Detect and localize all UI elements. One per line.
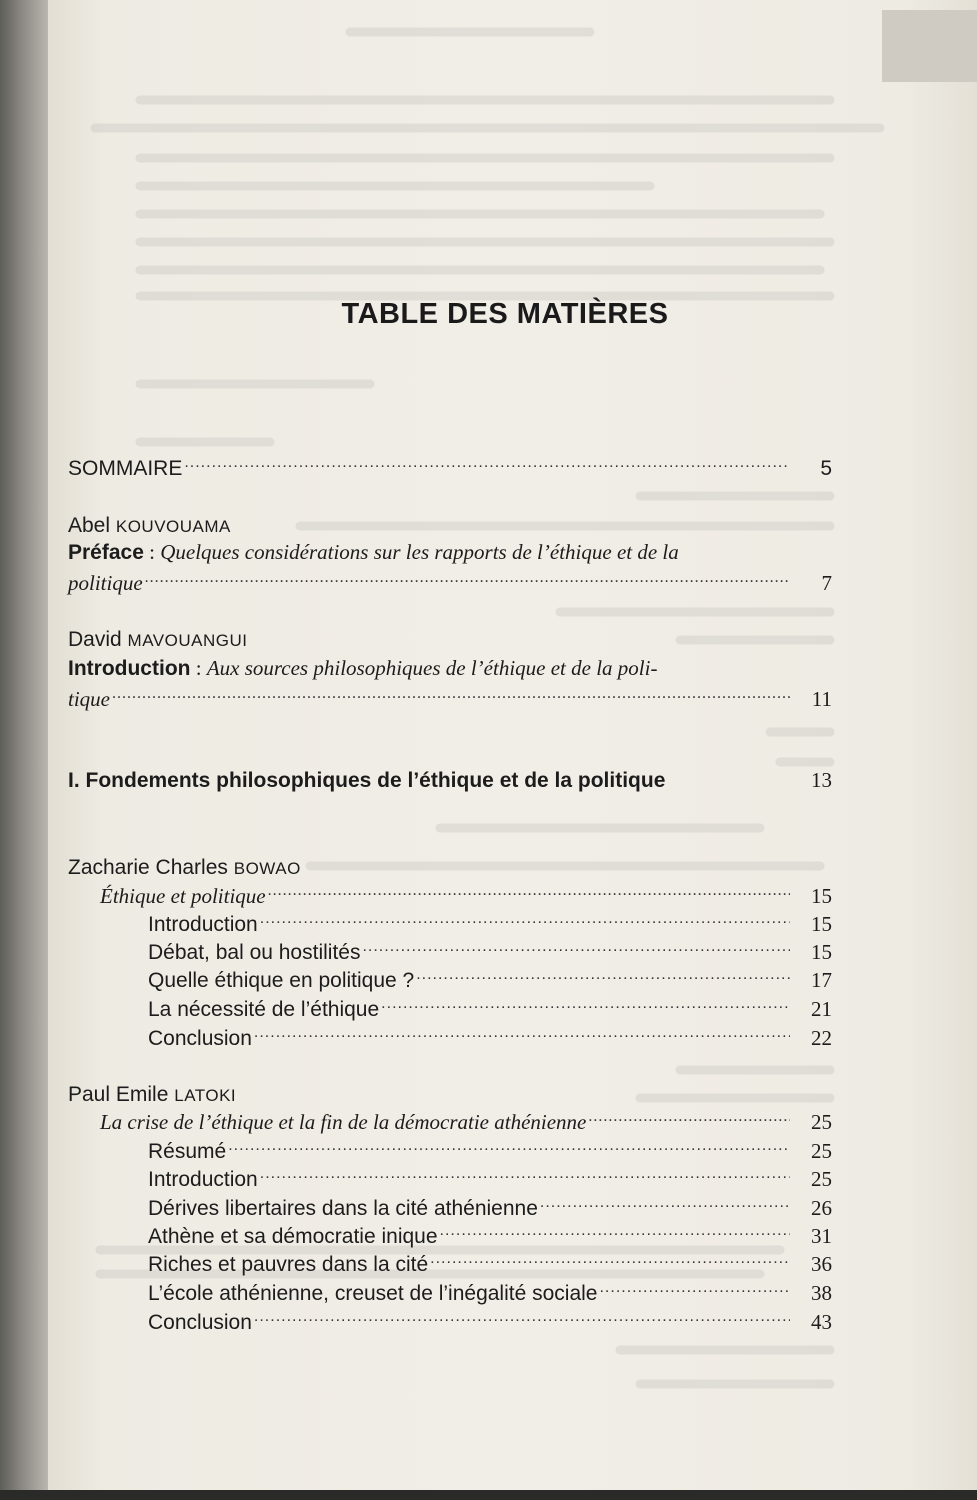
author-name <box>68 856 301 880</box>
page-number: 17 <box>811 968 832 992</box>
page-number: 7 <box>821 571 832 595</box>
dot-leader <box>381 998 790 1016</box>
page-number: 25 <box>811 1167 832 1191</box>
subentry-label: Conclusion <box>148 1027 252 1050</box>
dot-leader <box>416 969 790 987</box>
dot-leader <box>268 885 790 903</box>
subentry-label: Conclusion <box>148 1311 252 1334</box>
toc-subentry[interactable] <box>148 938 832 967</box>
page-number: 11 <box>811 687 832 711</box>
dot-leader <box>362 941 790 959</box>
toc-entry-bowao[interactable] <box>100 882 832 910</box>
author-last-name: LATOKI <box>174 1086 237 1105</box>
toc-entry-preface-end[interactable] <box>68 569 832 597</box>
toc-subentry[interactable] <box>148 1308 832 1337</box>
toc-entry-introduction-end[interactable] <box>68 685 832 713</box>
toc-entry-preface[interactable] <box>68 537 786 568</box>
subentry-label: Introduction <box>148 1168 258 1191</box>
page-number: 21 <box>811 997 832 1021</box>
subentry-label: L’école athénienne, creuset de l’inégalité sociale <box>148 1282 598 1305</box>
dot-leader <box>599 1282 790 1300</box>
toc-entry-sommaire[interactable] <box>68 455 832 483</box>
dot-leader <box>228 1140 790 1158</box>
dot-leader <box>540 1197 790 1215</box>
dot-leader <box>254 1311 790 1329</box>
author-first-name: Paul Emile <box>68 1083 169 1106</box>
author-first-name: David <box>68 628 122 651</box>
entry-title-continued: politique <box>68 571 143 595</box>
toc-entry-introduction[interactable] <box>68 653 786 684</box>
page-number: 25 <box>811 1110 832 1134</box>
toc-subentry[interactable] <box>148 995 832 1024</box>
subentry-label: Introduction <box>148 913 258 936</box>
page-number: 31 <box>811 1224 832 1248</box>
scan-bottom-edge <box>0 1490 977 1500</box>
toc-subentry[interactable] <box>148 1222 832 1251</box>
label-separator: : <box>143 540 161 564</box>
toc-subentry[interactable] <box>148 1250 832 1279</box>
toc-entry-latoki[interactable] <box>100 1108 832 1136</box>
part-label: I. Fondements philosophiques de l’éthique et de la politique <box>68 769 666 792</box>
dot-leader <box>588 1111 790 1129</box>
toc-part-heading[interactable] <box>68 768 832 793</box>
toc-subentry[interactable] <box>148 1024 832 1053</box>
page-number: 43 <box>811 1310 832 1334</box>
toc-subentry[interactable] <box>148 1194 832 1223</box>
dot-leader <box>260 913 790 931</box>
entry-title: Éthique et politique <box>100 884 266 908</box>
page-title: TABLE DES MATIÈRES <box>341 298 669 330</box>
author-first-name: Zacharie Charles <box>68 856 228 879</box>
entry-label: SOMMAIRE <box>68 457 183 480</box>
toc-subentry[interactable] <box>148 966 832 995</box>
author-name <box>68 628 247 652</box>
subentry-label: Riches et pauvres dans la cité <box>148 1253 429 1276</box>
page-number: 25 <box>811 1139 832 1163</box>
subentry-label: Dérives libertaires dans la cité athénienne <box>148 1197 538 1220</box>
toc-subentry[interactable] <box>148 910 832 939</box>
author-name <box>68 1083 236 1107</box>
entry-title: La crise de l’éthique et la fin de la démocratie athénienne <box>100 1110 587 1134</box>
author-name <box>68 514 231 538</box>
page-number: 15 <box>811 940 832 964</box>
dot-leader <box>260 1168 790 1186</box>
author-last-name: KOUVOUAMA <box>115 517 231 536</box>
subentry-label: Athène et sa démocratie inique <box>148 1225 438 1248</box>
page-number: 13 <box>811 768 832 792</box>
dot-leader <box>440 1225 790 1243</box>
page-number: 15 <box>811 912 832 936</box>
subentry-label: Résumé <box>148 1140 227 1163</box>
page-number: 22 <box>811 1026 832 1050</box>
entry-label: Préface <box>68 541 144 564</box>
page-number: 5 <box>820 457 832 480</box>
subentry-label: Débat, bal ou hostilités <box>148 941 361 964</box>
label-separator: : <box>190 656 207 680</box>
entry-title-continued: tique <box>68 687 110 711</box>
page-number: 26 <box>811 1196 832 1220</box>
toc-subentry[interactable] <box>148 1279 832 1308</box>
dot-leader <box>145 572 790 590</box>
toc-subentry[interactable] <box>148 1165 832 1194</box>
subentry-label: La nécessité de l’éthique <box>148 998 380 1021</box>
entry-label: Introduction <box>68 657 191 680</box>
page-number: 38 <box>811 1281 832 1305</box>
subentry-label: Quelle éthique en politique ? <box>148 969 415 992</box>
author-last-name: BOWAO <box>233 859 301 878</box>
entry-title: Quelques considérations sur les rapports de l’éthique et de la <box>160 540 679 564</box>
dot-leader <box>112 688 790 706</box>
page-number: 36 <box>811 1252 832 1276</box>
page-number: 15 <box>811 884 832 908</box>
author-last-name: MAVOUANGUI <box>127 631 248 650</box>
dot-leader <box>184 457 790 475</box>
entry-title: Aux sources philosophiques de l’éthique et de la poli- <box>206 656 658 680</box>
dot-leader <box>430 1253 790 1271</box>
author-first-name: Abel <box>68 514 111 537</box>
dot-leader <box>254 1027 790 1045</box>
toc-subentry[interactable] <box>148 1137 832 1166</box>
